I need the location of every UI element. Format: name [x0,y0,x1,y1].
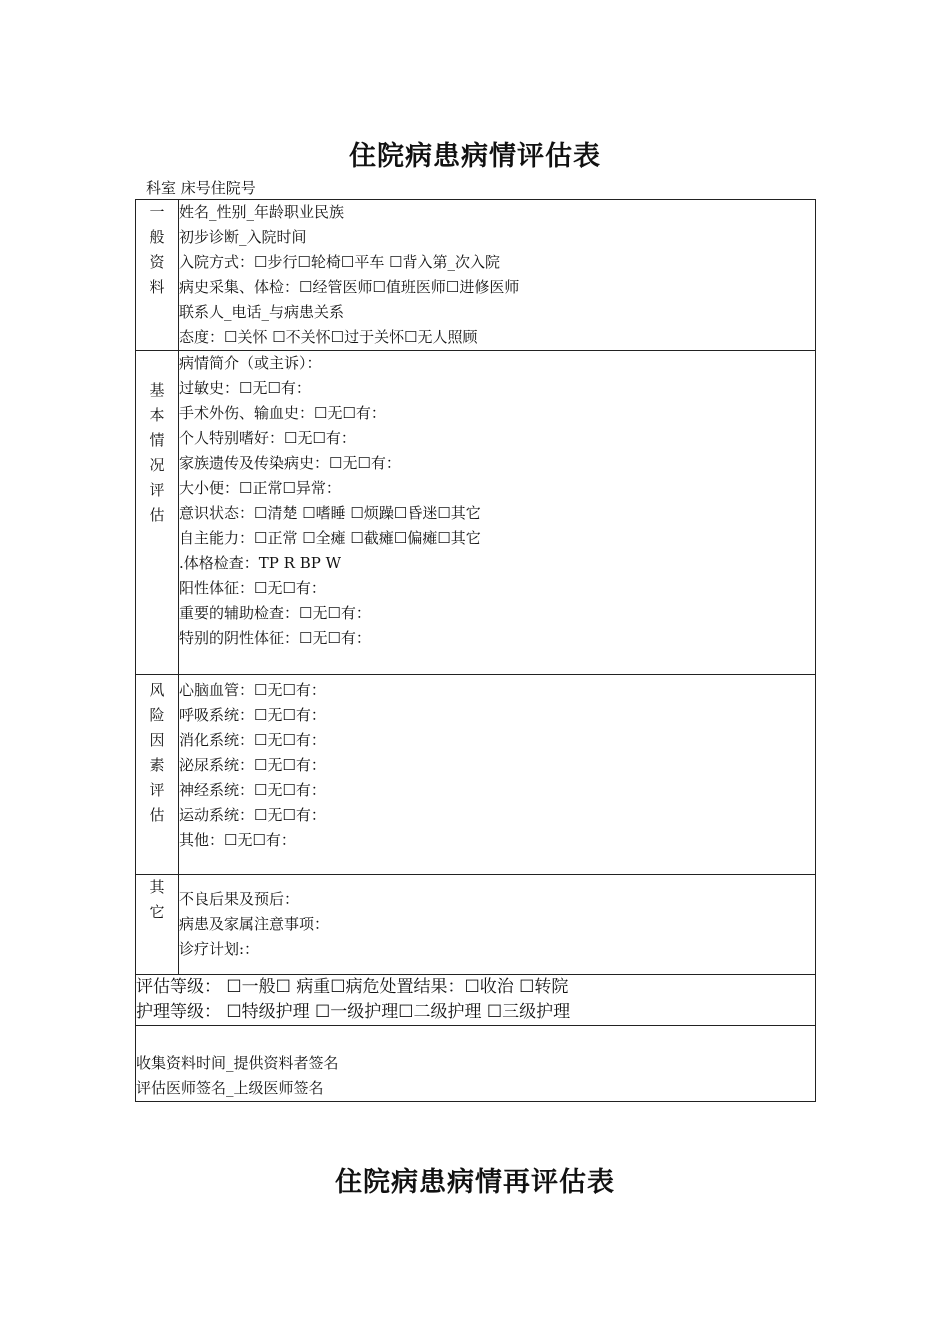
section-label-general: 一 般 资 料 [136,200,179,351]
assessment-grade-line[interactable]: 评估等级： ☐一般☐ 病重☐病危处置结果：☐收治 ☐转院 [136,977,569,997]
field-line[interactable]: 呼吸系统：☐无☐有： [179,706,326,724]
field-line[interactable]: 诊疗计划:： [179,940,260,958]
field-line[interactable]: 病情简介（或主诉）： [179,354,322,372]
section-signatures [136,1026,816,1102]
field-line[interactable]: 姓名_性别_年龄职业民族 [179,203,345,221]
section-label-basic: 基 本 情 况 评 估 [136,351,179,675]
nursing-grade-line[interactable]: 护理等级： ☐特级护理 ☐一级护理☐二级护理 ☐三级护理 [136,1002,571,1022]
field-line[interactable]: 心脑血管：☐无☐有： [179,681,326,699]
field-line[interactable]: 其他：☐无☐有： [179,831,296,849]
field-line[interactable]: 大小便：☐正常☐异常： [179,479,341,497]
grading-content [136,975,816,1026]
field-line[interactable]: 病史采集、体检：☐经管医师☐值班医师☐进修医师 [179,278,520,296]
field-line[interactable]: 意识状态：☐清楚 ☐嗜睡 ☐烦躁☐昏迷☐其它 [179,504,481,522]
field-line[interactable]: 个人特别嗜好：☐无☐有： [179,429,356,447]
field-line[interactable]: 初步诊断_入院时间 [179,228,307,246]
section-content-general [179,200,816,351]
section-other [136,875,816,975]
field-line[interactable]: 神经系统：☐无☐有： [179,781,326,799]
section-content-basic [179,351,816,675]
signature-line[interactable]: 评估医师签名_上级医师签名 [136,1079,324,1097]
section-content-other [179,875,816,975]
section-general [136,200,816,351]
field-line[interactable]: .体格检查：TP R BP W [179,554,341,572]
field-line[interactable]: 消化系统：☐无☐有： [179,731,326,749]
section-label-other: 其 它 [136,875,179,975]
field-line[interactable]: 联系人_电话_与病患关系 [179,303,345,321]
section-risk [136,675,816,875]
section-basic [136,351,816,675]
assessment-form-table [135,199,816,1102]
field-line[interactable]: 阳性体征：☐无☐有： [179,579,326,597]
field-line[interactable]: 特别的阴性体征：☐无☐有： [179,629,371,647]
signature-line[interactable]: 收集资料时间_提供资料者签名 [136,1054,339,1072]
reassessment-title: 住院病患病情再评估表 [335,1167,615,1198]
field-line[interactable]: 家族遗传及传染病史：☐无☐有： [179,454,401,472]
field-line[interactable]: 过敏史：☐无☐有： [179,379,311,397]
section-grading [136,975,816,1026]
field-line[interactable]: 手术外伤、输血史：☐无☐有： [179,404,386,422]
field-line[interactable]: 不良后果及预后： [179,890,300,908]
field-line[interactable]: 病患及家属注意事项： [179,915,330,933]
field-line[interactable]: 自主能力：☐正常 ☐全瘫 ☐截瘫☐偏瘫☐其它 [179,529,481,547]
section-label-risk: 风 险 因 素 评 估 [136,675,179,875]
form-title: 住院病患病情评估表 [349,141,601,172]
field-line[interactable]: 态度：☐关怀 ☐不关怀☐过于关怀☐无人照顾 [179,328,478,346]
field-line[interactable]: 重要的辅助检查：☐无☐有： [179,604,371,622]
field-line[interactable]: 入院方式：☐步行☐轮椅☐平车 ☐背入第_次入院 [179,253,501,271]
field-line[interactable]: 泌尿系统：☐无☐有： [179,756,326,774]
field-line[interactable]: 运动系统：☐无☐有： [179,806,326,824]
section-content-risk [179,675,816,875]
signatures-content [136,1026,816,1102]
department-bed-admission-line: 科室 床号住院号 [146,179,256,197]
